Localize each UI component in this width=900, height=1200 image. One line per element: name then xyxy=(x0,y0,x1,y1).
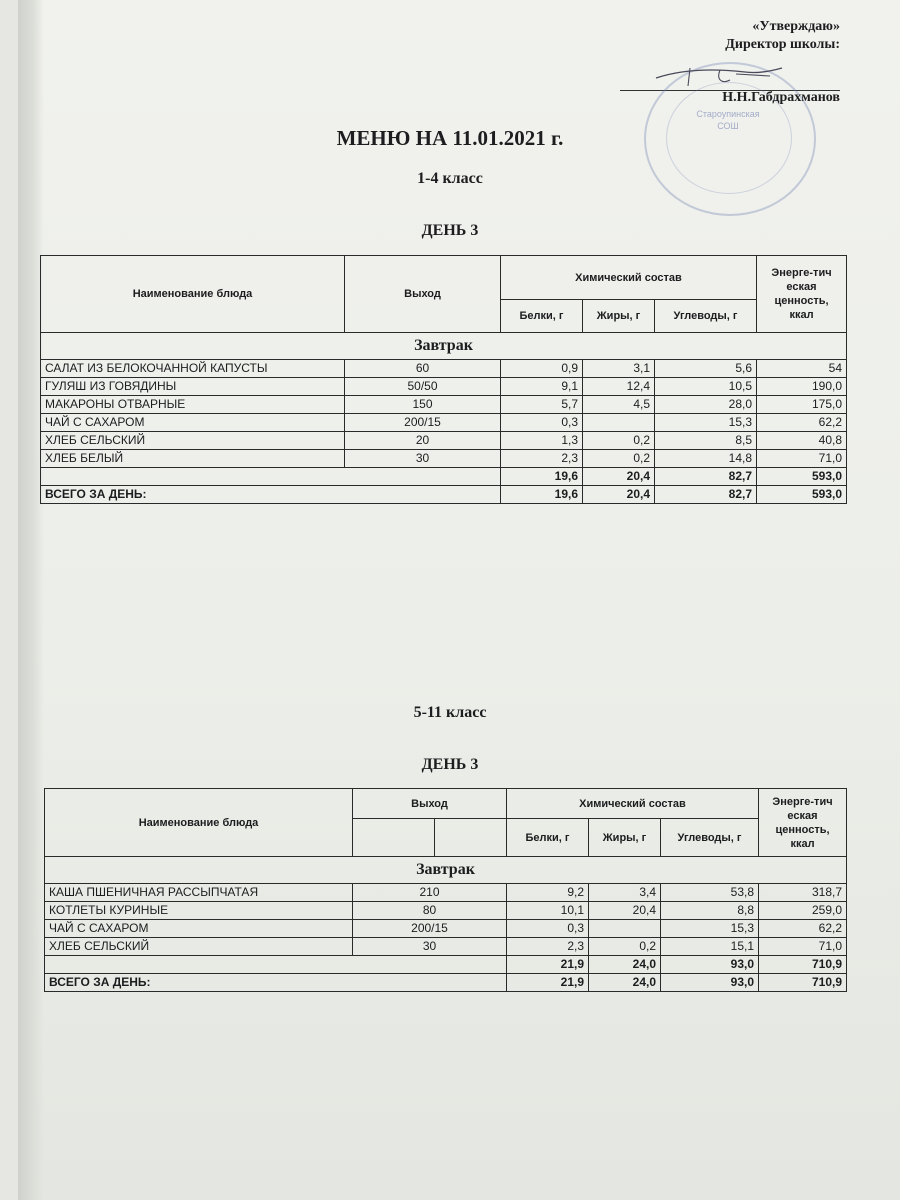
table-row xyxy=(45,902,847,920)
dish-fat: 20,4 xyxy=(589,902,661,920)
dish-carbs: 10,5 xyxy=(655,378,757,396)
dish-output: 60 xyxy=(345,360,501,378)
subtotal-fat: 20,4 xyxy=(583,468,655,486)
meal-heading: Завтрак xyxy=(41,333,847,360)
dish-fat: 0,2 xyxy=(589,938,661,956)
subtotal-energy: 593,0 xyxy=(757,468,847,486)
dish-carbs: 15,3 xyxy=(661,920,759,938)
page-title: МЕНЮ НА 11.01.2021 г. xyxy=(336,126,564,150)
dish-output: 80 xyxy=(353,902,507,920)
col-header-output-sub-2 xyxy=(435,819,507,857)
dish-fat: 4,5 xyxy=(583,396,655,414)
total-energy: 593,0 xyxy=(757,486,847,504)
dish-fat: 0,2 xyxy=(583,450,655,468)
total-carbs: 93,0 xyxy=(661,974,759,992)
dish-energy: 62,2 xyxy=(757,414,847,432)
col-header-fat: Жиры, г xyxy=(583,300,655,333)
dish-protein: 5,7 xyxy=(501,396,583,414)
col-header-protein: Белки, г xyxy=(501,300,583,333)
dish-fat: 12,4 xyxy=(583,378,655,396)
meal-heading: Завтрак xyxy=(45,857,847,884)
col-header-name: Наименование блюда xyxy=(45,789,353,857)
total-protein: 19,6 xyxy=(501,486,583,504)
approval-block xyxy=(725,18,840,54)
dish-name: САЛАТ ИЗ БЕЛОКОЧАННОЙ КАПУСТЫ xyxy=(41,360,345,378)
col-header-carbs: Углеводы, г xyxy=(661,819,759,857)
dish-energy: 190,0 xyxy=(757,378,847,396)
dish-protein: 9,1 xyxy=(501,378,583,396)
dish-fat: 3,4 xyxy=(589,884,661,902)
total-label: ВСЕГО ЗА ДЕНЬ: xyxy=(45,974,507,992)
subtotal-protein: 19,6 xyxy=(501,468,583,486)
dish-name: КАША ПШЕНИЧНАЯ РАССЫПЧАТАЯ xyxy=(45,884,353,902)
col-header-energy: Энерге-тич еская ценность, ккал xyxy=(757,256,847,333)
dish-fat: 3,1 xyxy=(583,360,655,378)
total-energy: 710,9 xyxy=(759,974,847,992)
col-header-output: Выход xyxy=(345,256,501,333)
grade-heading-1: 1-4 класс xyxy=(417,170,483,187)
dish-output: 30 xyxy=(353,938,507,956)
col-header-carbs: Углеводы, г xyxy=(655,300,757,333)
dish-carbs: 28,0 xyxy=(655,396,757,414)
subtotal-spacer xyxy=(41,468,501,486)
dish-name: ХЛЕБ БЕЛЫЙ xyxy=(41,450,345,468)
dish-name: МАКАРОНЫ ОТВАРНЫЕ xyxy=(41,396,345,414)
table-row xyxy=(45,920,847,938)
approve-label: «Утверждаю» xyxy=(752,19,840,34)
total-carbs: 82,7 xyxy=(655,486,757,504)
col-header-protein: Белки, г xyxy=(507,819,589,857)
table-body xyxy=(41,360,847,468)
subtotal-carbs: 82,7 xyxy=(655,468,757,486)
dish-output: 150 xyxy=(345,396,501,414)
total-label: ВСЕГО ЗА ДЕНЬ: xyxy=(41,486,501,504)
dish-output: 200/15 xyxy=(345,414,501,432)
dish-protein: 0,3 xyxy=(507,920,589,938)
menu-table-1-4 xyxy=(40,255,847,504)
stamp-text: Староупинская СОШ xyxy=(696,109,760,131)
dish-protein: 10,1 xyxy=(507,902,589,920)
col-header-output-sub-1 xyxy=(353,819,435,857)
subtotal-fat: 24,0 xyxy=(589,956,661,974)
dish-protein: 0,9 xyxy=(501,360,583,378)
dish-name: ХЛЕБ СЕЛЬСКИЙ xyxy=(41,432,345,450)
col-header-chem: Химический состав xyxy=(501,256,757,300)
dish-carbs: 8,5 xyxy=(655,432,757,450)
dish-energy: 175,0 xyxy=(757,396,847,414)
total-protein: 21,9 xyxy=(507,974,589,992)
dish-carbs: 14,8 xyxy=(655,450,757,468)
dish-energy: 259,0 xyxy=(759,902,847,920)
subtotal-spacer xyxy=(45,956,507,974)
table-row xyxy=(41,360,847,378)
menu-table-5-11 xyxy=(44,788,847,992)
table-row xyxy=(45,884,847,902)
dish-fat: 0,2 xyxy=(583,432,655,450)
dish-output: 20 xyxy=(345,432,501,450)
dish-energy: 40,8 xyxy=(757,432,847,450)
dish-carbs: 15,1 xyxy=(661,938,759,956)
director-label: Директор школы: xyxy=(725,37,840,52)
day-heading-2: ДЕНЬ 3 xyxy=(421,756,479,773)
dish-output: 210 xyxy=(353,884,507,902)
dish-protein: 2,3 xyxy=(501,450,583,468)
table-row xyxy=(41,396,847,414)
dish-protein: 0,3 xyxy=(501,414,583,432)
table-body xyxy=(45,884,847,956)
col-header-chem: Химический состав xyxy=(507,789,759,819)
col-header-name: Наименование блюда xyxy=(41,256,345,333)
dish-energy: 318,7 xyxy=(759,884,847,902)
dish-output: 200/15 xyxy=(353,920,507,938)
table-row xyxy=(45,938,847,956)
dish-output: 30 xyxy=(345,450,501,468)
dish-output: 50/50 xyxy=(345,378,501,396)
dish-energy: 71,0 xyxy=(759,938,847,956)
table-row xyxy=(41,432,847,450)
dish-fat xyxy=(583,414,655,432)
dish-name: ЧАЙ С САХАРОМ xyxy=(41,414,345,432)
dish-energy: 62,2 xyxy=(759,920,847,938)
grade-heading-2: 5-11 класс xyxy=(413,704,487,721)
day-heading-1: ДЕНЬ 3 xyxy=(421,222,479,239)
total-fat: 24,0 xyxy=(589,974,661,992)
col-header-fat: Жиры, г xyxy=(589,819,661,857)
dish-carbs: 53,8 xyxy=(661,884,759,902)
subtotal-protein: 21,9 xyxy=(507,956,589,974)
dish-protein: 1,3 xyxy=(501,432,583,450)
col-header-energy: Энерге-тич еская ценность, ккал xyxy=(759,789,847,857)
total-fat: 20,4 xyxy=(583,486,655,504)
dish-energy: 54 xyxy=(757,360,847,378)
col-header-output: Выход xyxy=(353,789,507,819)
dish-name: ХЛЕБ СЕЛЬСКИЙ xyxy=(45,938,353,956)
dish-carbs: 15,3 xyxy=(655,414,757,432)
dish-name: КОТЛЕТЫ КУРИНЫЕ xyxy=(45,902,353,920)
subtotal-energy: 710,9 xyxy=(759,956,847,974)
dish-name: ГУЛЯШ ИЗ ГОВЯДИНЫ xyxy=(41,378,345,396)
dish-fat xyxy=(589,920,661,938)
dish-protein: 2,3 xyxy=(507,938,589,956)
subtotal-carbs: 93,0 xyxy=(661,956,759,974)
dish-carbs: 8,8 xyxy=(661,902,759,920)
dish-energy: 71,0 xyxy=(757,450,847,468)
director-name: Н.Н.Габдрахманов xyxy=(722,90,840,105)
table-row xyxy=(41,450,847,468)
dish-name: ЧАЙ С САХАРОМ xyxy=(45,920,353,938)
dish-carbs: 5,6 xyxy=(655,360,757,378)
table-row xyxy=(41,414,847,432)
dish-protein: 9,2 xyxy=(507,884,589,902)
table-row xyxy=(41,378,847,396)
